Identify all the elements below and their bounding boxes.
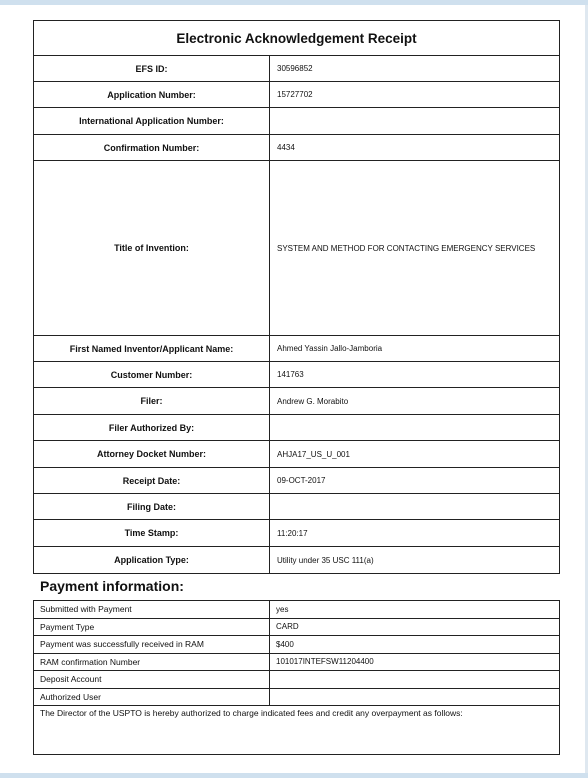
- payment-value: yes: [270, 601, 560, 619]
- field-label: Receipt Date:: [34, 468, 270, 494]
- payment-label: Deposit Account: [34, 671, 270, 689]
- field-label: First Named Inventor/Applicant Name:: [34, 336, 270, 362]
- field-label: EFS ID:: [34, 56, 270, 82]
- field-row-attorney-docket-number: [34, 441, 560, 468]
- title-row: [34, 21, 560, 56]
- field-row-time-stamp: [34, 520, 560, 547]
- payment-value: 101017INTEFSW11204400: [270, 653, 560, 671]
- payment-label: Payment Type: [34, 618, 270, 636]
- payment-value: CARD: [270, 618, 560, 636]
- payment-label: Payment was successfully received in RAM: [34, 636, 270, 654]
- field-value: [270, 415, 560, 441]
- field-row-international-application-number: [34, 108, 560, 135]
- field-row-efs-id: [34, 56, 560, 82]
- field-label: Filer:: [34, 388, 270, 415]
- receipt-table: [33, 20, 560, 574]
- payment-row-authorized-user: [34, 688, 560, 706]
- field-row-filer-authorized-by: [34, 415, 560, 441]
- field-row-filer: [34, 388, 560, 415]
- field-row-application-type: [34, 547, 560, 574]
- payment-row-received: [34, 636, 560, 654]
- field-value: 4434: [270, 135, 560, 161]
- field-label: International Application Number:: [34, 108, 270, 135]
- field-label: Customer Number:: [34, 362, 270, 388]
- field-value: 30596852: [270, 56, 560, 82]
- field-row-application-number: [34, 82, 560, 108]
- field-value: SYSTEM AND METHOD FOR CONTACTING EMERGENCY SERVICES: [270, 161, 560, 336]
- field-value: 11:20:17: [270, 520, 560, 547]
- field-label: Attorney Docket Number:: [34, 441, 270, 468]
- payment-value: [270, 671, 560, 689]
- payment-value: [270, 688, 560, 706]
- field-row-receipt-date: [34, 468, 560, 494]
- payment-row-ram-confirmation: [34, 653, 560, 671]
- payment-label: Authorized User: [34, 688, 270, 706]
- field-label: Application Number:: [34, 82, 270, 108]
- payment-note-row: [34, 706, 560, 755]
- field-value: Ahmed Yassin Jallo-Jamboria: [270, 336, 560, 362]
- field-row-title-of-invention: [34, 161, 560, 336]
- field-value: Andrew G. Morabito: [270, 388, 560, 415]
- document-page: [0, 5, 585, 773]
- field-row-customer-number: [34, 362, 560, 388]
- field-value: 141763: [270, 362, 560, 388]
- field-label: Confirmation Number:: [34, 135, 270, 161]
- field-label: Filing Date:: [34, 494, 270, 520]
- field-label: Time Stamp:: [34, 520, 270, 547]
- field-label: Title of Invention:: [34, 161, 270, 336]
- field-row-confirmation-number: [34, 135, 560, 161]
- field-value: [270, 494, 560, 520]
- field-label: Filer Authorized By:: [34, 415, 270, 441]
- field-value: AHJA17_US_U_001: [270, 441, 560, 468]
- bottom-edge: [0, 773, 588, 778]
- field-label: Application Type:: [34, 547, 270, 574]
- payment-value: $400: [270, 636, 560, 654]
- field-value: 15727702: [270, 82, 560, 108]
- field-row-first-named-inventor: [34, 336, 560, 362]
- field-value: 09-OCT-2017: [270, 468, 560, 494]
- payment-row-type: [34, 618, 560, 636]
- payment-row-deposit-account: [34, 671, 560, 689]
- receipt-title: Electronic Acknowledgement Receipt: [34, 21, 560, 56]
- payment-label: RAM confirmation Number: [34, 653, 270, 671]
- payment-authorization-note: The Director of the USPTO is hereby authorized to charge indicated fees and credit any overpayment as follows:: [34, 706, 560, 755]
- payment-label: Submitted with Payment: [34, 601, 270, 619]
- field-value: [270, 108, 560, 135]
- payment-row-submitted: [34, 601, 560, 619]
- field-value: Utility under 35 USC 111(a): [270, 547, 560, 574]
- payment-table: [33, 600, 560, 755]
- payment-heading: Payment information:: [40, 578, 184, 594]
- field-row-filing-date: [34, 494, 560, 520]
